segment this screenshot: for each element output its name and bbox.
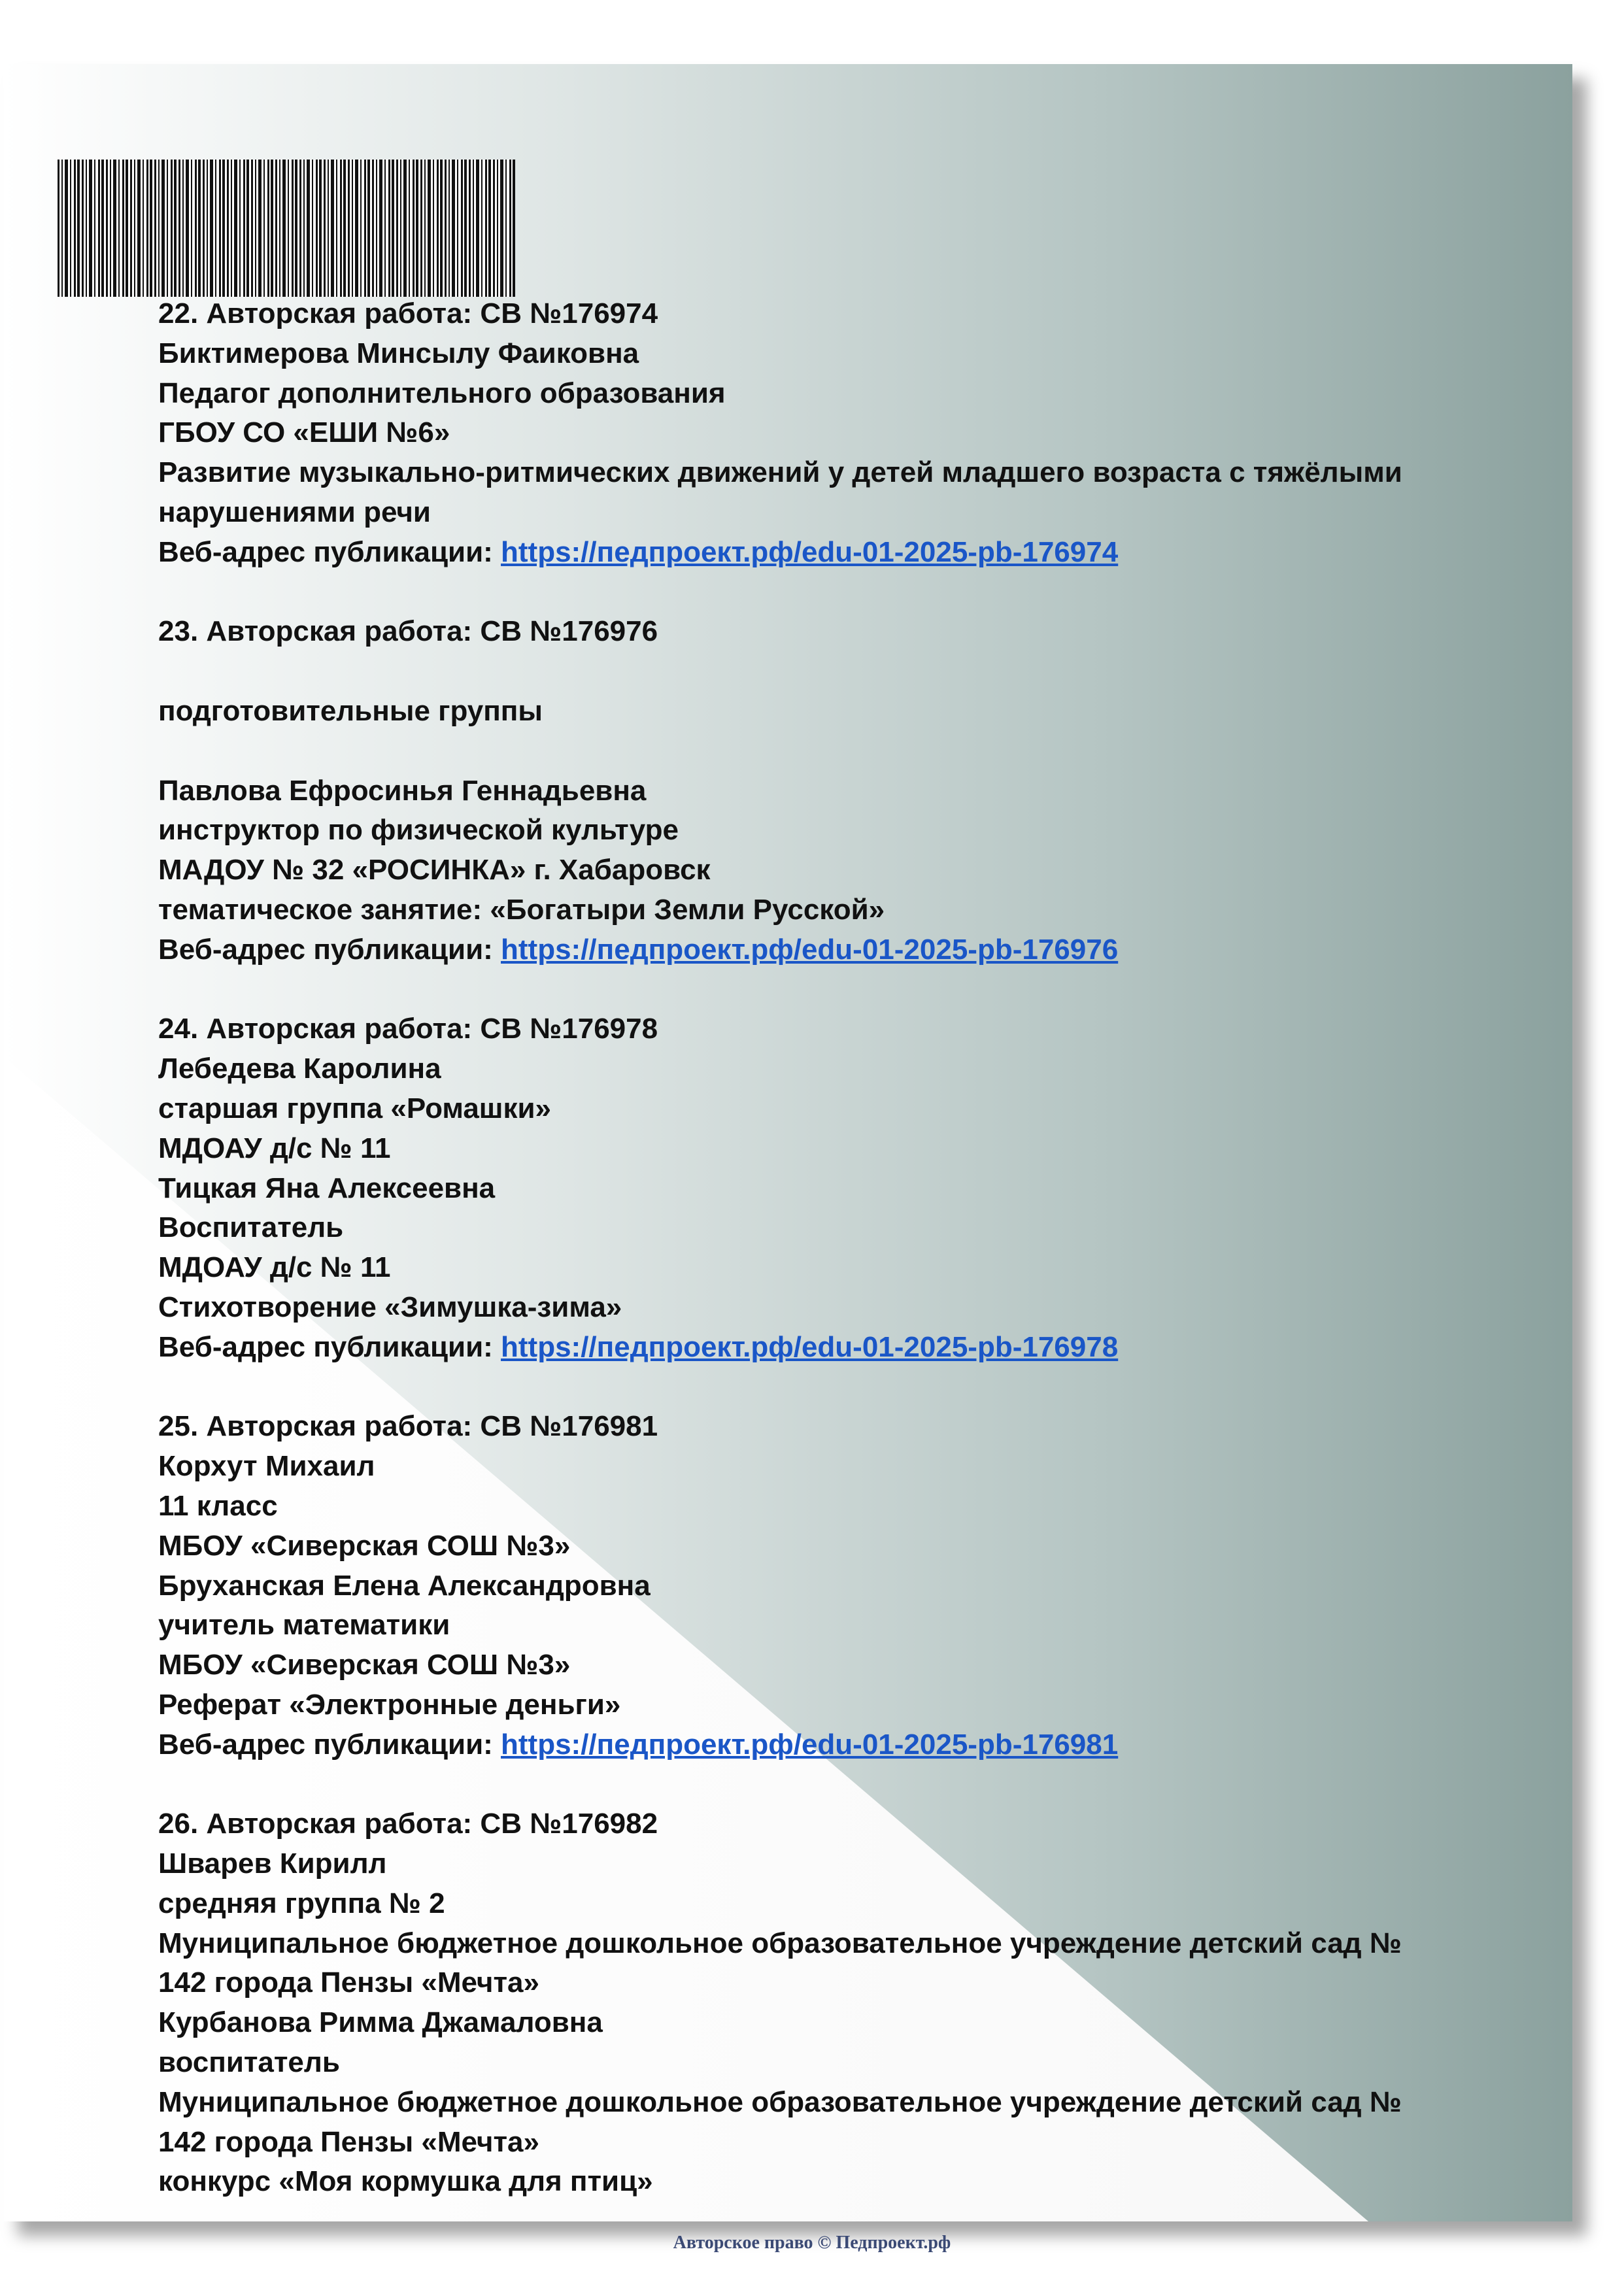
entry-line: инструктор по физической культуре — [158, 814, 679, 847]
entry-line: Бруханская Елена Александровна — [158, 1569, 651, 1602]
entry-line: Тицкая Яна Алексеевна — [158, 1172, 496, 1204]
publication-entry — [158, 1804, 1505, 2202]
entry-heading: 22. Авторская работа: СВ №176974 — [158, 297, 658, 329]
entry-line: Курбанова Римма Джамаловна — [158, 2006, 603, 2039]
entry-line: Стихотворение «Зимушка-зима» — [158, 1290, 622, 1323]
publication-url-line — [158, 533, 1505, 573]
publication-link[interactable]: https://педпроект.рф/edu-01-2025-pb-176976 — [501, 933, 1119, 966]
publication-url-line — [158, 1725, 1505, 1765]
publication-entry — [158, 294, 1505, 573]
entry-line: старшая группа «Ромашки» — [158, 1092, 552, 1124]
entry-heading: 26. Авторская работа: СВ №176982 — [158, 1808, 658, 1840]
entry-line: ГБОУ СО «ЕШИ №6» — [158, 416, 450, 449]
entry-line: нарушениями речи — [158, 496, 431, 528]
entry-line: МДОАУ д/с № 11 — [158, 1251, 391, 1284]
publication-url-line — [158, 1328, 1505, 1368]
entry-heading: 23. Авторская работа: СВ №176976 — [158, 615, 658, 648]
url-label: Веб-адрес публикации: — [158, 535, 501, 568]
entry-heading: 25. Авторская работа: СВ №176981 — [158, 1410, 658, 1443]
entry-line: МБОУ «Сиверская СОШ №3» — [158, 1529, 571, 1562]
publication-entry — [158, 612, 1505, 970]
entry-line: Корхут Михаил — [158, 1450, 375, 1483]
entry-line: МБОУ «Сиверская СОШ №3» — [158, 1649, 571, 1681]
entry-line: конкурс «Моя кормушка для птиц» — [158, 2165, 653, 2198]
blank-line — [158, 732, 1505, 771]
entry-line: Муниципальное бюджетное дошкольное образовательное учреждение детский сад № — [158, 1927, 1402, 1959]
entry-line: МДОАУ д/с № 11 — [158, 1132, 391, 1164]
blank-line — [158, 652, 1505, 692]
entry-line: Лебедева Каролина — [158, 1053, 441, 1085]
entry-line: Шварев Кирилл — [158, 1847, 387, 1880]
url-label: Веб-адрес публикации: — [158, 933, 501, 966]
entry-line: 11 класс — [158, 1489, 278, 1522]
url-label: Веб-адрес публикации: — [158, 1728, 501, 1761]
entry-line: 142 города Пензы «Мечта» — [158, 2125, 539, 2158]
publication-link[interactable]: https://педпроект.рф/edu-01-2025-pb-176981 — [501, 1728, 1119, 1761]
entry-line: Муниципальное бюджетное дошкольное образовательное учреждение детский сад № — [158, 2085, 1402, 2118]
publication-link[interactable]: https://педпроект.рф/edu-01-2025-pb-176974 — [501, 535, 1119, 568]
entry-line: средняя группа № 2 — [158, 1887, 445, 1919]
entry-line: Педагог дополнительного образования — [158, 377, 726, 409]
entry-line: МАДОУ № 32 «РОСИНКА» г. Хабаровск — [158, 854, 711, 886]
publication-url-line — [158, 930, 1505, 970]
entry-line: Развитие музыкально-ритмических движений у детей младшего возраста с тяжёлыми — [158, 456, 1402, 489]
barcode-image — [58, 160, 515, 297]
entry-line: Биктимерова Минсылу Фаиковна — [158, 337, 639, 369]
publication-entry — [158, 1009, 1505, 1367]
copyright-footer: Авторское право © Педпроект.рф — [673, 2233, 951, 2253]
entry-line: подготовительные группы — [158, 694, 543, 727]
entry-line: воспитатель — [158, 2046, 340, 2079]
entries-list — [158, 294, 1505, 2221]
entry-line: тематическое занятие: «Богатыри Земли Русской» — [158, 893, 885, 926]
entry-line: Реферат «Электронные деньги» — [158, 1688, 621, 1721]
entry-line: учитель математики — [158, 1609, 450, 1642]
publication-link[interactable]: https://педпроект.рф/edu-01-2025-pb-176978 — [501, 1330, 1119, 1363]
entry-line: Павлова Ефросинья Геннадьевна — [158, 774, 647, 807]
entry-line: 142 города Пензы «Мечта» — [158, 1966, 539, 1999]
entry-heading: 24. Авторская работа: СВ №176978 — [158, 1013, 658, 1045]
url-label: Веб-адрес публикации: — [158, 1330, 501, 1363]
entry-line: Воспитатель — [158, 1211, 344, 1244]
publication-entry — [158, 1407, 1505, 1764]
document-page — [3, 64, 1572, 2221]
